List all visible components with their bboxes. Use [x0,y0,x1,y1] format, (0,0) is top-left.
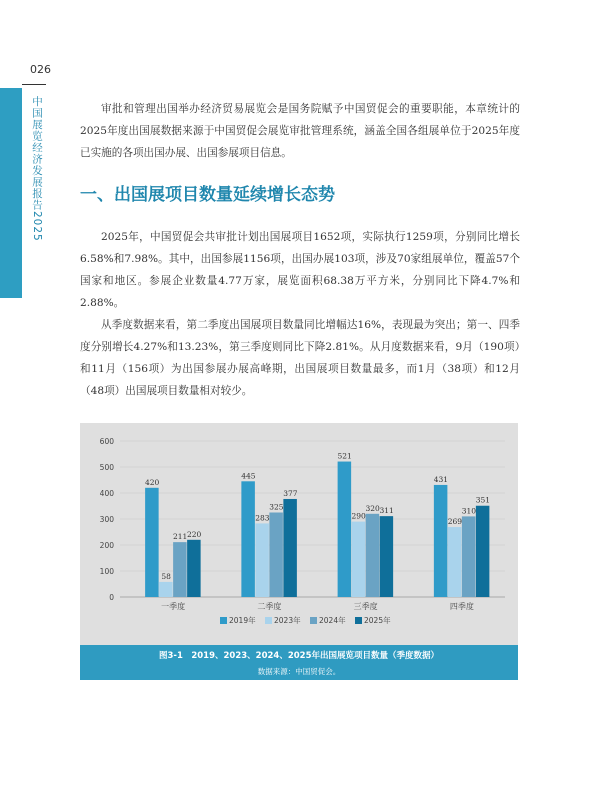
bar-2024年 [462,516,476,597]
figure-caption: 图3-1 2019、2023、2024、2025年出国展览项目数量（季度数据） [159,651,439,661]
x-tick-label: 四季度 [449,602,474,611]
figure-panel [80,423,518,680]
bar-2023年 [352,522,366,597]
y-tick-label: 100 [99,567,114,576]
data-label: 351 [475,495,491,505]
y-tick-label: 0 [109,593,114,602]
header-rule [22,84,46,85]
caption-bar [80,645,518,680]
bar-2024年 [366,514,380,597]
x-tick-label: 一季度 [161,602,186,611]
data-label: 431 [433,474,449,484]
data-label: 521 [337,451,352,461]
data-label: 283 [255,513,270,523]
bar-2025年 [283,499,297,597]
legend-swatch [220,617,227,624]
legend-swatch [355,617,362,624]
bar-2019年 [241,481,255,597]
x-tick-label: 二季度 [257,602,282,611]
side-color-bar [0,88,22,298]
bar-2019年 [338,462,352,597]
bar-2019年 [434,485,448,597]
figure-source: 数据来源：中国贸促会。 [257,667,341,676]
data-label: 269 [447,517,463,527]
legend-swatch [265,617,272,624]
data-label: 58 [161,571,171,581]
section-heading: 一、出国展项目数量延续增长态势 [80,185,335,205]
data-label: 310 [461,506,477,516]
bar-2024年 [173,542,187,597]
intro-paragraph: 审批和管理出国举办经济贸易展览会是国务院赋予中国贸促会的重要职能，本章统计的2025年度出国展数据来源于中国贸促会展览审批管理系统，涵盖全国各组展单位于2025年度已实施的各项出国办展、出国参展项目信息。 [80,103,520,159]
data-label: 290 [351,511,366,521]
data-label: 320 [365,503,380,513]
data-label: 220 [186,529,202,539]
legend-swatch [310,617,317,624]
data-label: 445 [241,471,256,481]
data-label: 325 [269,502,284,512]
x-tick-label: 三季度 [353,602,378,611]
data-label: 377 [283,488,298,498]
body-paragraph-2: 从季度数据来看，第二季度出国展项目数量同比增幅达16%，表现最为突出；第一、四季度分别增长4.27%和13.23%，第三季度则同比下降2.81%。从月度数据来看，9月（190项）和11月（156项）为出国参展办展高峰期，出国展项目数量最多，而1月（38项）和12月（48项）出国展项目数量相对较少。 [80,319,520,397]
data-label: 311 [379,506,394,516]
page-number: 026 [30,63,51,76]
body-paragraph-1: 2025年，中国贸促会共审批计划出国展项目1652项，实际执行1259项，分别同比增长6.58%和7.98%。其中，出国参展1156项，出国办展103项，涉及70家组展单位，覆盖57个国家和地区。参展企业数量4.77万家，展览面积68.38万平方米，分别同比下降4.7%和2.88%。 [80,231,520,309]
bar-2025年 [380,516,394,597]
y-tick-label: 200 [99,541,114,550]
legend-label: 2023年 [274,616,301,625]
y-tick-label: 500 [99,463,114,472]
legend-label: 2024年 [319,616,346,625]
side-title: 中国展览经济发展报告2025 [31,96,43,242]
bar-chart [80,423,518,645]
legend-label: 2025年 [364,616,391,625]
bar-2023年 [255,523,269,597]
y-tick-label: 300 [99,515,114,524]
y-tick-label: 600 [99,437,114,446]
bar-2025年 [187,540,201,597]
data-label: 211 [172,532,188,542]
bar-2024年 [269,513,283,598]
bar-2023年 [448,527,462,597]
data-label: 420 [144,477,160,487]
y-tick-label: 400 [99,489,114,498]
bar-2019年 [145,488,159,597]
bar-2025年 [476,506,490,597]
legend-label: 2019年 [229,616,256,625]
bar-2023年 [159,582,173,597]
